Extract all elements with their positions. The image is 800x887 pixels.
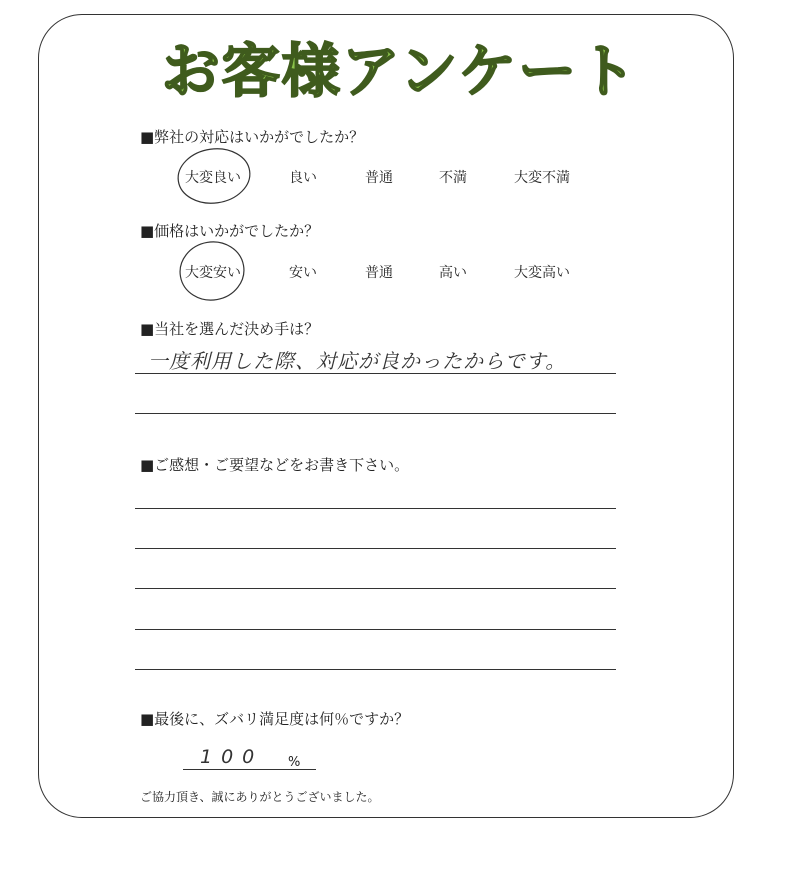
selection-circle-price bbox=[175, 237, 248, 305]
option-price-cheap[interactable]: 安い bbox=[289, 265, 317, 281]
option-service-normal[interactable]: 普通 bbox=[365, 170, 393, 186]
option-price-very-expensive[interactable]: 大変高い bbox=[514, 265, 570, 281]
option-service-good[interactable]: 良い bbox=[289, 170, 317, 186]
satisfaction-unit: % bbox=[288, 755, 301, 770]
answer-deciding-factor[interactable]: 一度利用した際、対応が良かったからです。 bbox=[148, 349, 567, 373]
selection-circle-service bbox=[175, 144, 254, 207]
question-deciding-factor: ■当社を選んだ決め手は？ bbox=[140, 320, 320, 338]
thanks-message: ご協力頂き、誠にありがとうございました。 bbox=[140, 790, 380, 804]
question-satisfaction: ■最後に、ズバリ満足度は何％ですか？ bbox=[140, 710, 410, 728]
option-service-dissatisfied[interactable]: 不満 bbox=[439, 170, 467, 186]
question-service: ■弊社の対応はいかがでしたか？ bbox=[140, 128, 365, 146]
option-price-expensive[interactable]: 高い bbox=[439, 265, 467, 281]
option-service-very-good[interactable]: 大変良い bbox=[185, 170, 241, 186]
option-price-normal[interactable]: 普通 bbox=[365, 265, 393, 281]
survey-title: お客様アンケート bbox=[161, 37, 639, 105]
question-price: ■価格はいかがでしたか？ bbox=[140, 222, 320, 240]
option-service-very-dissatisfied[interactable]: 大変不満 bbox=[514, 170, 570, 186]
answer-satisfaction-value[interactable]: 100 bbox=[200, 746, 264, 768]
question-comments: ■ご感想・ご要望などをお書き下さい。 bbox=[140, 456, 410, 474]
option-price-very-cheap[interactable]: 大変安い bbox=[185, 265, 241, 281]
